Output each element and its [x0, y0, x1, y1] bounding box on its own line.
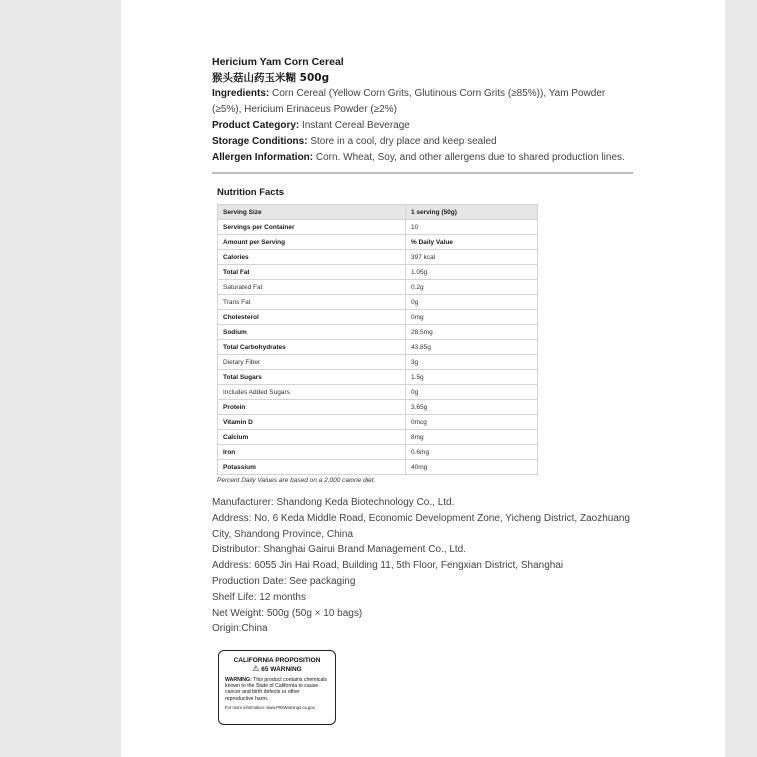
nutrient-label: Total Fat — [218, 265, 406, 280]
category-line — [212, 118, 637, 134]
table-row — [218, 340, 538, 355]
table-row — [218, 445, 538, 460]
nutrient-value: 3g — [406, 355, 538, 370]
daily-value-note: Percent Daily Values are based on a 2,000 calorie diet. — [217, 477, 376, 484]
distributor-address: Address: 6055 Jin Hai Road, Building 11, 5th Floor, Fengxian District, Shanghai — [212, 560, 564, 572]
prop65-warning-label — [218, 650, 336, 725]
nutrient-value: 0.6mg — [406, 445, 538, 460]
table-row — [218, 220, 538, 235]
product-info — [212, 55, 637, 174]
section-divider — [212, 172, 633, 174]
nutrient-label: Total Carbohydrates — [218, 340, 406, 355]
nutrient-label: Sodium — [218, 325, 406, 340]
company-info — [212, 495, 642, 637]
nutrient-value: 3.65g — [406, 400, 538, 415]
table-row — [218, 400, 538, 415]
prop65-warning-word: WARNING: — [225, 677, 252, 683]
category-value: Instant Cereal Beverage — [299, 120, 410, 131]
nutrient-label: Calories — [218, 250, 406, 265]
storage-line — [212, 134, 637, 150]
table-row — [218, 460, 538, 475]
table-row — [218, 310, 538, 325]
storage-label: Storage Conditions: — [212, 136, 308, 147]
prop65-heading: CALIFORNIA PROPOSITION — [233, 657, 321, 664]
origin: Origin:China — [212, 623, 268, 635]
nutrition-header-label: Serving Size — [218, 205, 406, 220]
ingredients-value: Corn Cereal (Yellow Corn Grits, Glutinous Corn Grits (≥85%)), Yam Powder (≥5%), Hericium Erinaceus Powder (≥2%) — [212, 88, 606, 115]
table-row — [218, 325, 538, 340]
nutrient-label: Vitamin D — [218, 415, 406, 430]
nutrient-value: 10 — [406, 220, 538, 235]
nutrient-label: Dietary Fiber — [218, 355, 406, 370]
nutrition-table — [217, 204, 538, 475]
table-row — [218, 430, 538, 445]
nutrient-value: 43.85g — [406, 340, 538, 355]
prop65-subheading — [219, 665, 335, 674]
manufacturer-address: Address: No. 6 Keda Middle Road, Economic Development Zone, Yicheng District, Zaozhuang City, Shandong Province, China — [212, 512, 630, 540]
table-row — [218, 295, 538, 310]
product-title: Hericium Yam Corn Cereal — [212, 56, 344, 68]
nutrient-value: % Daily Value — [406, 235, 538, 250]
table-row — [218, 370, 538, 385]
allergen-label: Allergen Information: — [212, 152, 314, 163]
nutrition-facts-title: Nutrition Facts — [217, 187, 285, 198]
table-row — [218, 265, 538, 280]
nutrient-value: 397 kcal — [406, 250, 538, 265]
nutrient-label: Servings per Container — [218, 220, 406, 235]
storage-value: Store in a cool, dry place and keep sealed — [307, 136, 497, 147]
prop65-body — [219, 674, 335, 702]
document-page — [121, 0, 725, 757]
nutrient-label: Amount per Serving — [218, 235, 406, 250]
table-row — [218, 250, 538, 265]
table-row — [218, 280, 538, 295]
nutrient-label: Iron — [218, 445, 406, 460]
product-title-cn: 猴头菇山药玉米糊 500g — [212, 72, 330, 84]
nutrient-value: 28.5mg — [406, 325, 538, 340]
nutrition-header-row — [218, 205, 538, 220]
nutrient-label: Potassium — [218, 460, 406, 475]
prop65-footer: For more information: www.P65Warnings.ca.gov — [225, 704, 315, 710]
nutrient-label: Trans Fat — [218, 295, 406, 310]
table-row — [218, 385, 538, 400]
nutrient-label: Protein — [218, 400, 406, 415]
nutrient-label: Calcium — [218, 430, 406, 445]
warning-triangle-icon: ⚠ — [252, 664, 260, 674]
nutrient-value: 0g — [406, 295, 538, 310]
nutrient-value: 0mcg — [406, 415, 538, 430]
manufacturer: Manufacturer: Shandong Keda Biotechnology Co., Ltd. — [212, 497, 455, 508]
category-label: Product Category: — [212, 120, 300, 131]
nutrient-value: 1.5g — [406, 370, 538, 385]
allergen-value: Corn. Wheat, Soy, and other allergens due to shared production lines. — [313, 152, 625, 163]
nutrient-label: Saturated Fat — [218, 280, 406, 295]
nutrient-label: Includes Added Sugars — [218, 385, 406, 400]
table-row — [218, 355, 538, 370]
allergen-line — [212, 150, 637, 166]
prop65-subheading-text: 65 WARNING — [261, 666, 302, 673]
nutrient-value: 8mg — [406, 430, 538, 445]
prop65-warning-text: This product contains chemicals known to the State of California to cause cancer and birth defects or other reproductive harm. — [225, 677, 327, 702]
ingredients-label: Ingredients: — [212, 88, 270, 99]
ingredients-line — [212, 86, 637, 118]
nutrient-label: Cholesterol — [218, 310, 406, 325]
nutrition-header-value: 1 serving (50g) — [406, 205, 538, 220]
production-date: Production Date: See packaging — [212, 575, 356, 587]
nutrient-value: 1.05g — [406, 265, 538, 280]
distributor: Distributor: Shanghai Gairui Brand Management Co., Ltd. — [212, 544, 467, 556]
nutrient-label: Total Sugars — [218, 370, 406, 385]
nutrient-value: 40mg — [406, 460, 538, 475]
nutrient-value: 0mg — [406, 310, 538, 325]
nutrient-value: 0g — [406, 385, 538, 400]
shelf-life: Shelf Life: 12 months — [212, 591, 306, 603]
net-weight: Net Weight: 500g (50g × 10 bags) — [212, 607, 363, 619]
table-row — [218, 415, 538, 430]
table-row — [218, 235, 538, 250]
nutrient-value: 0.2g — [406, 280, 538, 295]
